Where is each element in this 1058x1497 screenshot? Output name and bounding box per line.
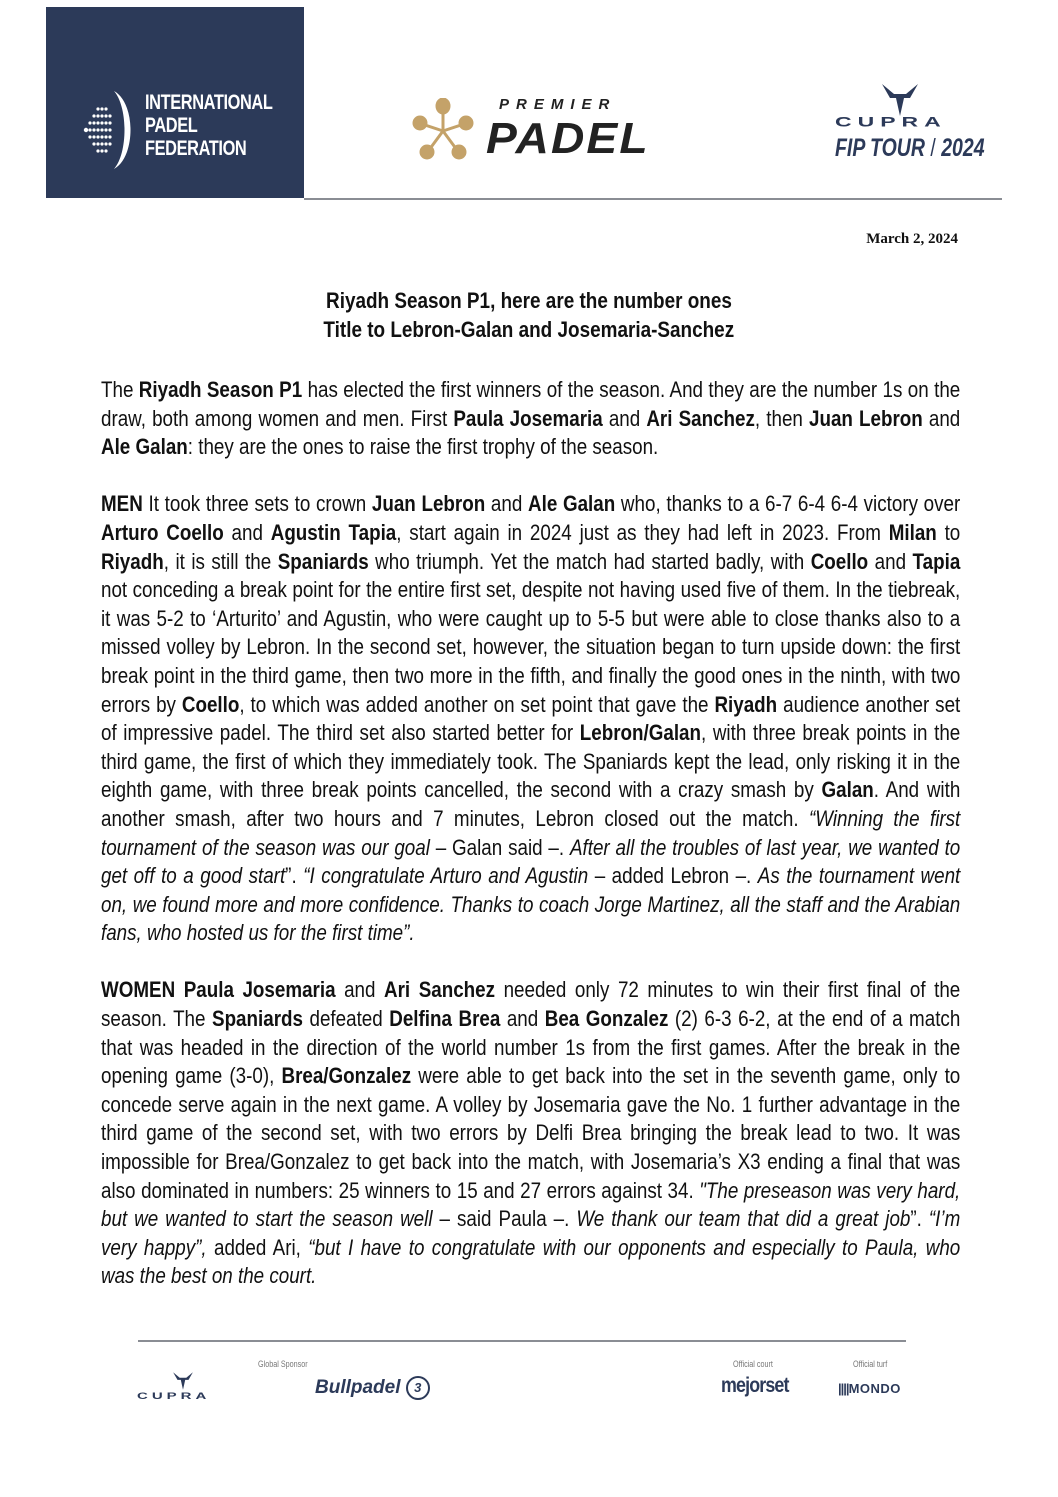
bold-run: Brea/Gonzalez bbox=[281, 1063, 412, 1089]
cupra-wordmark: CUPRA bbox=[835, 114, 947, 130]
bold-run: Coello bbox=[810, 548, 869, 574]
cupra-emblem-icon bbox=[880, 84, 920, 116]
men-paragraph bbox=[101, 490, 960, 948]
global-sponsor-caption: Global Sponsor bbox=[258, 1359, 308, 1369]
italic-run: “I congratulate Arturo and Agustin bbox=[303, 863, 589, 889]
footer-cupra-wordmark: CUPRA bbox=[137, 1391, 211, 1402]
bullpadel-3-icon: 3 bbox=[406, 1376, 430, 1400]
bold-run: Arturo Coello bbox=[101, 519, 224, 545]
text-run: who triumph. Yet the match had started badly, with bbox=[368, 548, 811, 574]
text-run: needed only 72 minutes to win their first final of the season. The bbox=[101, 977, 961, 1032]
press-release-date: March 2, 2024 bbox=[866, 231, 958, 247]
mondo-wordmark: MONDO bbox=[848, 1381, 901, 1396]
bold-run: Galan bbox=[821, 777, 874, 803]
text-run: , it is still the bbox=[163, 548, 278, 574]
bold-run: Juan Lebron bbox=[371, 491, 486, 517]
bold-run: Milan bbox=[888, 519, 937, 545]
text-run: – said Paula –. bbox=[432, 1206, 577, 1232]
gold-five-paddle-star-icon bbox=[412, 98, 474, 160]
ipf-wordmark bbox=[145, 91, 272, 160]
bold-run: Ari Sanchez bbox=[646, 405, 755, 431]
text-run: ”. bbox=[285, 863, 304, 889]
fip-tour-separator: / bbox=[930, 134, 936, 162]
text-run: , then bbox=[754, 405, 809, 431]
article-body bbox=[101, 376, 960, 1320]
title-line-2: Title to Lebron-Galan and Josemaria-Sanchez bbox=[323, 317, 735, 342]
official-turf-caption: Official turf bbox=[853, 1359, 888, 1369]
text-run: not conceding a break point for the entire first set, despite not having used five of them. In the tiebreak, it was 5-2 to ‘Arturito’ and Agustin, who were caught up to 5-5 but were able to close thanks also to a missed volley by Lebron. In the second set, however, the situation began to turn upside down: the first break point in the third game, then two more in the fifth, and finally the good ones in the ninth, with two errors by bbox=[101, 577, 961, 717]
text-run: – added Lebron –. bbox=[588, 863, 758, 889]
text-run: , start again in 2024 just as they had left in 2023. From bbox=[396, 519, 889, 545]
italic-run: “I’m very happy”, bbox=[101, 1206, 961, 1260]
bold-run: Delfina Brea bbox=[389, 1006, 501, 1032]
ipf-line-3: FEDERATION bbox=[145, 137, 247, 160]
text-run: added Ari, bbox=[206, 1234, 309, 1260]
text-run: . And with another smash, after two hours and 7 minutes, Lebron closed out the match. bbox=[101, 777, 961, 831]
footer-sponsor-mondo bbox=[838, 1381, 901, 1396]
cupra-fip-tour-logo bbox=[830, 84, 990, 174]
women-paragraph bbox=[101, 976, 960, 1291]
footer-divider bbox=[138, 1340, 906, 1342]
footer-sponsor-bullpadel bbox=[315, 1376, 430, 1400]
text-run: has elected the first winners of the season. And they are the number 1s on the draw, both among women and men. First bbox=[101, 377, 961, 431]
italic-run: “Winning the first tournament of the season was our goal bbox=[101, 805, 961, 860]
bullpadel-wordmark: Bullpadel bbox=[315, 1377, 401, 1399]
bold-run: Spaniards bbox=[277, 548, 369, 574]
italic-run: We thank our team that did a great job bbox=[576, 1206, 911, 1232]
ipf-line-2: PADEL bbox=[145, 114, 198, 137]
bold-run: WOMEN Paula Josemaria bbox=[101, 977, 336, 1003]
text-run: and bbox=[223, 519, 271, 545]
text-run: ”. bbox=[910, 1206, 929, 1232]
padel-label: PADEL bbox=[486, 114, 650, 163]
text-run: and bbox=[922, 405, 961, 431]
text-run: and bbox=[500, 1006, 545, 1032]
bold-run: MEN bbox=[101, 491, 143, 517]
ipf-line-1: INTERNATIONAL bbox=[145, 91, 273, 114]
bold-run: Spaniards bbox=[212, 1006, 303, 1032]
bold-run: Ale Galan bbox=[528, 491, 616, 517]
text-run: , to which was added another on set point that gave the bbox=[239, 691, 715, 717]
bold-run: Paula Josemaria bbox=[453, 405, 603, 431]
bold-run: Juan Lebron bbox=[808, 405, 923, 431]
text-run: The bbox=[101, 377, 139, 402]
page-title bbox=[0, 286, 1058, 344]
text-run: audience another set of impressive padel. The third set also started better for bbox=[101, 691, 961, 746]
header-divider bbox=[304, 198, 1002, 200]
text-run: – Galan said –. bbox=[429, 834, 570, 860]
premier-padel-logo bbox=[412, 88, 702, 168]
text-run: (2) 6-3 6-2, at the end of a match that was headed in the direction of the world number 1s from the first games. After the break in the opening game (3-0), bbox=[101, 1006, 961, 1089]
italic-run: After all the troubles of last year, we wanted to get off to a good start bbox=[101, 834, 961, 889]
fip-tour-year: 2024 bbox=[941, 134, 985, 162]
text-run: to bbox=[936, 519, 961, 545]
bold-run: Riyadh bbox=[101, 548, 164, 574]
text-run: and bbox=[485, 491, 529, 517]
text-run: and bbox=[602, 405, 647, 431]
text-run: , with three break points in the third game, the first of which they immediately took. The Spaniards kept the lead, only risking it in the eighth game, with three break points cancelled, the second with a crazy smash by bbox=[101, 720, 961, 803]
bold-run: Bea Gonzalez bbox=[544, 1006, 669, 1032]
footer-sponsor-cupra bbox=[137, 1372, 232, 1408]
text-run: It took three sets to crown bbox=[142, 491, 372, 517]
bold-run: Agustin Tapia bbox=[270, 519, 397, 545]
bold-run: Ari Sanchez bbox=[384, 977, 496, 1003]
bold-run: Tapia bbox=[912, 548, 961, 574]
text-run: : they are the ones to raise the first trophy of the season. bbox=[187, 434, 659, 460]
padel-racket-dots-icon bbox=[76, 89, 136, 171]
text-run: defeated bbox=[302, 1006, 390, 1032]
footer-sponsor-mejorset: mejorset bbox=[721, 1374, 789, 1397]
mondo-bars-icon: |||| bbox=[838, 1381, 849, 1396]
text-run: were able to get back into the set in the seventh game, only to concede serve again in the next game. A volley by Josemaria gave the No. 1 further advantage in the third game of the second set, with two errors by Delfi Brea bringing the break lead to two. It was impossible for Brea/Gonzalez to get back into the match, with Josemaria’s X3 ending a final that was also dominated in numbers: 25 winners to 15 and 27 errors against 34. bbox=[101, 1063, 961, 1203]
bold-run: Lebron/Galan bbox=[579, 720, 702, 746]
ipf-logo-block bbox=[46, 7, 304, 198]
official-court-caption: Official court bbox=[733, 1359, 773, 1369]
bold-run: Riyadh bbox=[714, 691, 778, 717]
title-line-1: Riyadh Season P1, here are the number ones bbox=[326, 288, 732, 313]
cupra-emblem-icon bbox=[172, 1372, 194, 1390]
fip-tour-text: FIP TOUR bbox=[835, 134, 925, 162]
text-run: who, thanks to a 6-7 6-4 6-4 victory over bbox=[615, 491, 961, 517]
italic-run: “but I have to congratulate with our opponents and especially to Paula, who was the best on the court. bbox=[101, 1234, 961, 1289]
italic-run: "The preseason was very hard, but we wanted to start the season well bbox=[101, 1177, 961, 1232]
bold-run: Riyadh Season P1 bbox=[138, 377, 303, 402]
bold-run: Coello bbox=[181, 691, 240, 717]
italic-run: As the tournament went on, we found more and more confidence. Thanks to coach Jorge Martinez, all the staff and the Arabian fans, who hosted us for the first time”. bbox=[101, 863, 961, 946]
text-run: and bbox=[868, 548, 913, 574]
intro-paragraph bbox=[101, 376, 960, 462]
text-run: and bbox=[335, 977, 385, 1003]
fip-tour-label bbox=[835, 134, 985, 163]
bold-run: Ale Galan bbox=[101, 434, 188, 460]
premier-label: PREMIER bbox=[499, 96, 617, 113]
